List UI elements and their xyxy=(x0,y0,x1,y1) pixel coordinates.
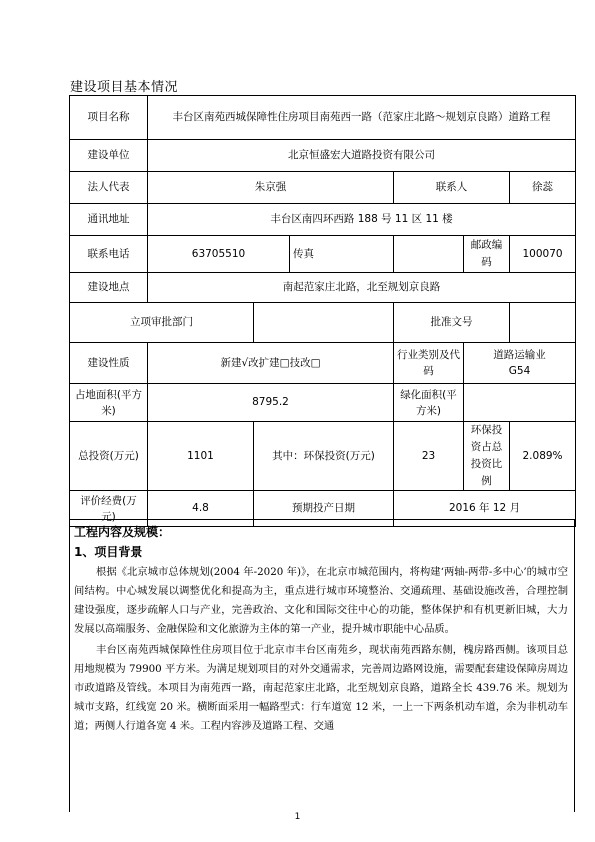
env-ratio-value: 2.089% xyxy=(510,422,576,491)
project-name-label: 项目名称 xyxy=(70,96,148,140)
contact-label: 联系人 xyxy=(394,172,510,204)
legal-rep-label: 法人代表 xyxy=(70,172,148,204)
approval-no-value xyxy=(510,303,576,343)
row-nature xyxy=(70,343,576,384)
phone-value: 63705510 xyxy=(148,236,290,273)
address-label: 通讯地址 xyxy=(70,204,148,236)
approval-no-label: 批准文号 xyxy=(394,303,510,343)
fax-value xyxy=(394,236,464,273)
location-value: 南起范家庄北路，北至规划京良路 xyxy=(148,273,576,303)
green-area-label: 绿化面积(平方米) xyxy=(394,384,464,422)
industry-value-code: G54 xyxy=(508,365,531,377)
page-number: 1 xyxy=(294,812,301,822)
builder-value: 北京恒盛宏大道路投资有限公司 xyxy=(148,140,576,172)
total-invest-value: 1101 xyxy=(148,422,254,491)
approval-dept-value xyxy=(254,303,394,343)
legal-rep-value: 朱京强 xyxy=(148,172,394,204)
industry-label: 行业类别及代码 xyxy=(394,343,464,384)
land-area-value: 8795.2 xyxy=(148,384,394,422)
page-title: 建设项目基本情况 xyxy=(70,80,179,95)
location-label: 建设地点 xyxy=(70,273,148,303)
env-invest-label: 其中：环保投资(万元) xyxy=(254,422,394,491)
postcode-value: 100070 xyxy=(510,236,576,273)
nature-value: 新建√改扩建□技改□ xyxy=(148,343,394,384)
env-invest-value: 23 xyxy=(394,422,464,491)
contact-value: 徐蕊 xyxy=(510,172,576,204)
row-builder xyxy=(70,140,576,172)
project-name-value: 丰台区南苑西城保障性住房项目南苑西一路（范家庄北路～规划京良路）道路工程 xyxy=(148,96,576,140)
row-location xyxy=(70,273,576,303)
green-area-value xyxy=(464,384,576,422)
row-legal-rep xyxy=(70,172,576,204)
subsection-title: 1、项目背景 xyxy=(74,545,143,559)
approval-dept-label: 立项审批部门 xyxy=(70,303,254,343)
env-ratio-label: 环保投资占总投资比例 xyxy=(464,422,510,491)
project-content-section xyxy=(69,519,575,812)
section-title: 工程内容及规模： xyxy=(74,525,171,539)
paragraph-background-2: 丰台区南苑西城保障性住房项目位于北京市丰台区南苑乡，现状南苑西路东侧，槐房路西侧。该项目总用地规模为 79900 平方米。为满足规划项目的对外交通需求，完善周边路网设施，需要配套建设保障房周边市政道路及管线。本项目为南苑西一路，南起范家庄北路，北至规划京良路，道路全长 439.76 米。规划为城市支路，红线宽 20 米。横断面采用一幅路型式：行车道宽 12 米，一上一下两条机动车道，余为非机动车道；两侧人行道各宽 4 米。工程内容涉及道路工程、交通 xyxy=(74,644,568,732)
builder-label: 建设单位 xyxy=(70,140,148,172)
paragraph-background-1: 根据《北京城市总体规划(2004 年-2020 年)》，在北京市城范围内，将构建‘两轴-两带-多中心’的城市空间结构。中心城发展以调整优化和提高为主，重点进行城市环境整治、交通疏理、基础设施改善，合理控制建设强度，逐步疏解人口与产业，完善政治、文化和国际交往中心的功能，整体保护和有机更新旧城，大力发展以高端服务、金融保险和文化旅游为主体的第一产业，提升城市职能中心品质。 xyxy=(74,566,568,635)
address-value: 丰台区南四环西路 188 号 11 区 11 楼 xyxy=(148,204,576,236)
assess-fee-value: 4.8 xyxy=(148,491,254,527)
fax-label: 传真 xyxy=(290,236,394,273)
industry-value-name: 道路运输业 xyxy=(493,349,546,361)
prod-date-value: 2016 年 12 月 xyxy=(394,491,576,527)
row-phone xyxy=(70,236,576,273)
assess-fee-label: 评价经费(万元) xyxy=(70,491,148,527)
row-approval xyxy=(70,303,576,343)
row-address xyxy=(70,204,576,236)
row-area xyxy=(70,384,576,422)
postcode-label: 邮政编码 xyxy=(464,236,510,273)
prod-date-label: 预期投产日期 xyxy=(254,491,394,527)
phone-label: 联系电话 xyxy=(70,236,148,273)
row-investment xyxy=(70,422,576,491)
land-area-label: 占地面积(平方米) xyxy=(70,384,148,422)
project-info-table xyxy=(69,95,576,527)
industry-value xyxy=(464,343,576,384)
total-invest-label: 总投资(万元) xyxy=(70,422,148,491)
row-project-name xyxy=(70,96,576,140)
nature-label: 建设性质 xyxy=(70,343,148,384)
